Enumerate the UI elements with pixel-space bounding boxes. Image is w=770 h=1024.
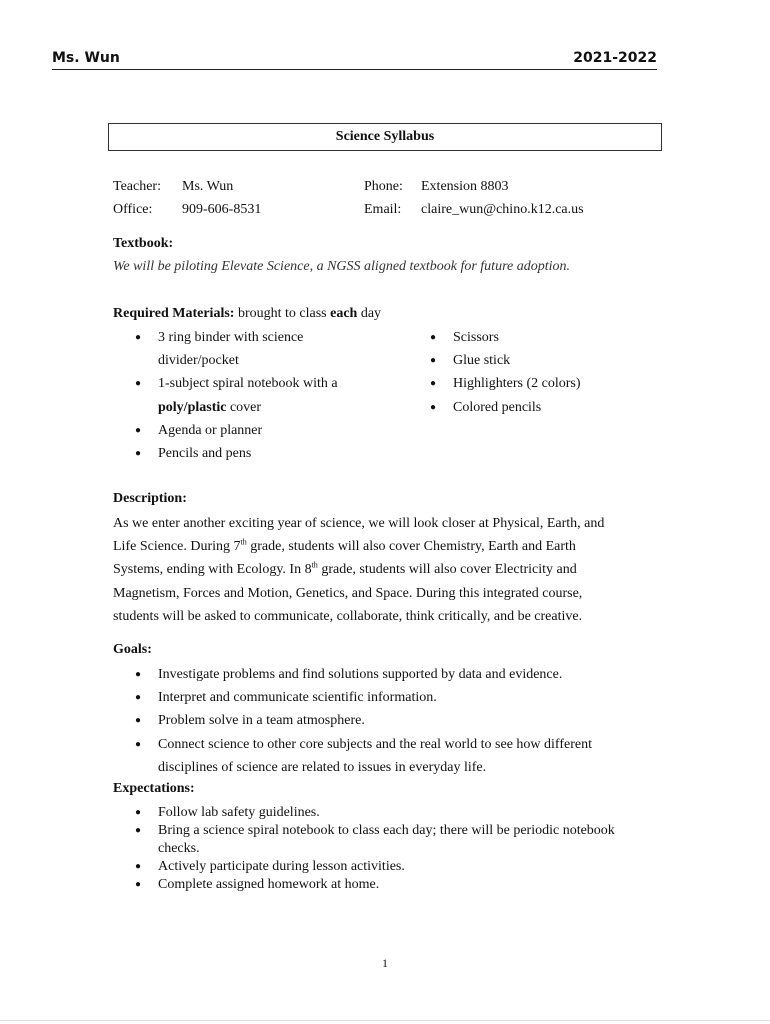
description-paragraph — [113, 512, 653, 628]
description-line — [113, 558, 653, 581]
expectation-text: Complete assigned homework at home. — [158, 877, 380, 892]
list-item — [133, 419, 338, 442]
list-item — [428, 372, 581, 395]
description-text: Life Science. During 7 — [113, 539, 241, 555]
list-item — [133, 804, 615, 822]
materials-right-list — [428, 326, 581, 419]
materials-item-notebook-1: 1-subject spiral notebook with a — [158, 376, 338, 392]
materials-intro-a: brought to class — [234, 306, 331, 321]
expectation-text: checks. — [158, 841, 200, 856]
document-title: Science Syllabus — [108, 123, 662, 151]
goal-text: disciplines of science are related to issues in everyday life. — [158, 759, 487, 775]
office-label: Office: — [113, 202, 153, 217]
list-item — [133, 686, 592, 709]
email-value: claire_wun@chino.k12.ca.us — [421, 202, 584, 217]
goals-heading: Goals: — [113, 642, 152, 657]
materials-intro-bold: each — [330, 306, 358, 321]
teacher-value: Ms. Wun — [182, 179, 234, 194]
list-item — [133, 876, 615, 894]
materials-item-notebook-bold: poly/plastic — [158, 399, 227, 415]
expectation-text: Follow lab safety guidelines. — [158, 805, 320, 820]
list-item — [133, 709, 592, 732]
materials-item-colored-pencils: Colored pencils — [453, 399, 542, 415]
list-item — [133, 733, 592, 779]
materials-item-notebook-rest: cover — [226, 399, 262, 415]
list-item — [428, 396, 581, 419]
description-line: students will be asked to communicate, collaborate, think critically, and be creative. — [113, 608, 583, 624]
goal-text: Problem solve in a team atmosphere. — [158, 713, 365, 729]
materials-left-list — [133, 326, 338, 465]
description-line: As we enter another exciting year of science, we will look closer at Physical, Earth, and — [113, 516, 605, 531]
ordinal-suffix: th — [240, 537, 247, 547]
goal-text: Interpret and communicate scientific information. — [158, 690, 437, 706]
header-teacher-name: Ms. Wun — [52, 50, 120, 66]
header-school-year: 2021-2022 — [573, 50, 657, 66]
list-item — [133, 326, 338, 372]
page-header — [52, 48, 657, 70]
materials-intro — [113, 306, 381, 322]
description-heading: Description: — [113, 491, 187, 506]
description-text: grade, students will also cover Chemistry, Earth and Earth — [246, 539, 576, 555]
email-label: Email: — [364, 202, 402, 217]
list-item — [133, 372, 338, 418]
textbook-text: We will be piloting Elevate Science, a NGSS aligned textbook for future adoption. — [113, 259, 570, 274]
page-number: 1 — [382, 956, 388, 970]
materials-item-agenda: Agenda or planner — [158, 422, 263, 438]
goals-list — [133, 663, 592, 779]
description-text: grade, students will also cover Electricity and — [317, 562, 577, 578]
materials-item-glue: Glue stick — [453, 353, 511, 369]
expectations-heading: Expectations: — [113, 781, 195, 796]
phone-label: Phone: — [364, 179, 403, 194]
textbook-heading: Textbook: — [113, 236, 174, 251]
description-text: Systems, ending with Ecology. In 8 — [113, 562, 312, 578]
materials-item-binder-1: 3 ring binder with science — [158, 330, 304, 345]
description-line — [113, 535, 653, 558]
office-value: 909-606-8531 — [182, 202, 262, 217]
materials-item-binder-2: divider/pocket — [158, 353, 239, 369]
materials-item-pencils: Pencils and pens — [158, 446, 252, 462]
list-item — [133, 822, 615, 858]
ordinal-suffix: th — [311, 560, 318, 570]
materials-heading: Required Materials: — [113, 306, 235, 321]
list-item — [133, 442, 338, 465]
goal-text: Connect science to other core subjects and the real world to see how different — [158, 736, 592, 752]
list-item — [133, 858, 615, 876]
materials-item-highlighters: Highlighters (2 colors) — [453, 376, 581, 392]
phone-value: Extension 8803 — [421, 179, 509, 194]
description-line: Magnetism, Forces and Motion, Genetics, and Space. During this integrated course, — [113, 585, 583, 601]
list-item — [428, 349, 581, 372]
list-item — [133, 663, 592, 686]
page-bottom-divider — [0, 1020, 770, 1021]
materials-intro-b: day — [357, 306, 382, 321]
teacher-label: Teacher: — [113, 179, 161, 194]
list-item — [428, 326, 581, 349]
goal-text: Investigate problems and find solutions supported by data and evidence. — [158, 667, 563, 682]
expectation-text: Actively participate during lesson activities. — [158, 859, 405, 874]
expectations-list — [133, 804, 615, 894]
materials-item-scissors: Scissors — [453, 330, 499, 345]
expectation-text: Bring a science spiral notebook to class each day; there will be periodic notebook — [158, 823, 615, 838]
